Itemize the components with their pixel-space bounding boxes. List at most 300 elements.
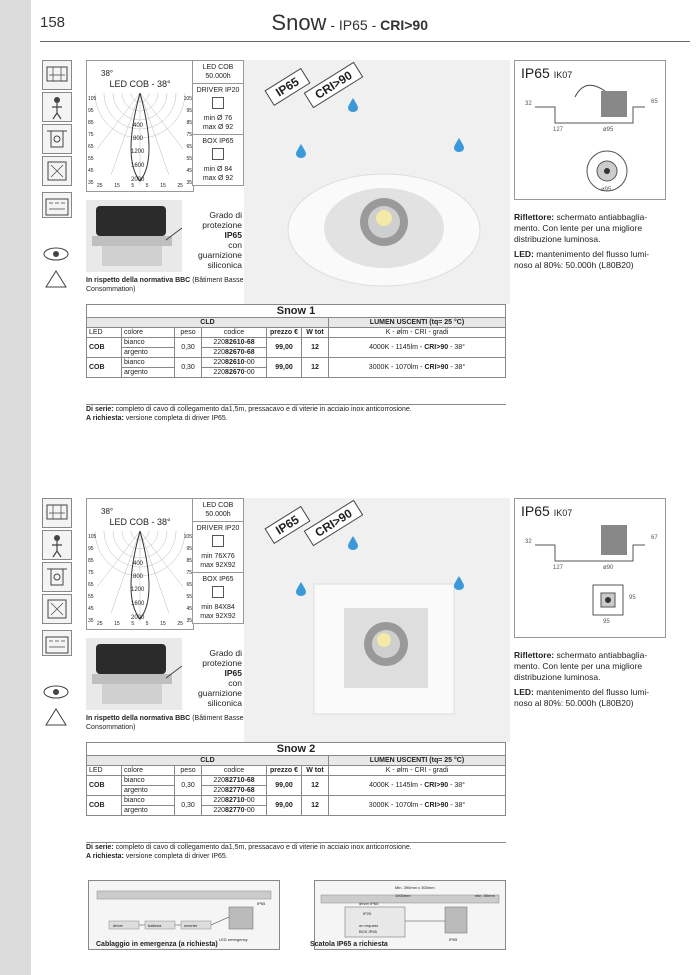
column-header: codice [202,766,267,776]
polar-value: 1200 [131,149,145,155]
dimension-label: ø95 [601,187,612,193]
seal-text-2: protezione [202,658,242,668]
spec-box-ip65 [193,134,243,185]
ip65-box-diagram [314,880,506,950]
polar-angle-label: 25 [97,621,103,627]
note-standard-text: completo di cavo di collegamento da1,5m, pressacavo e di viterie in acciaio inox anticorrosione. [113,844,412,851]
polar-angle-label: 75 [88,570,94,576]
seal-detail-drawing [86,638,182,710]
polar-angle-label: 5 [131,183,135,189]
lumen-prefix: 3000K - 1070lm - [368,802,425,809]
dimming-icon [42,630,72,656]
eye-safety-icon [42,240,70,258]
polar-angle-label: 105 [183,96,192,102]
code-main: 82710 [225,797,245,804]
dimension-label: ø95 [603,127,614,133]
code-suffix: -00 [244,369,255,376]
color-cell: bianco [122,796,175,806]
color-cell: argento [122,786,175,796]
seal-text-2: protezione [202,220,242,230]
note-standard-label: Di serie: [86,406,114,413]
column-header: peso [175,766,202,776]
polar-angle-label: 95 [88,108,94,114]
cld-header: CLD [87,318,329,328]
lumen-cell [329,358,506,378]
color-cell: bianco [122,358,175,368]
panel-ik: IK07 [553,70,573,80]
emergency-label-inverter: inverter [184,923,198,928]
column-headers [87,328,506,338]
polar-angle-label: 55 [88,594,94,600]
spec-led-hours: 50.000h [205,73,231,80]
polar-diagram [86,498,194,630]
box-label-driver: driver IP65 [359,901,379,906]
polar-angle-label: 55 [186,156,192,162]
led-type-cell: COB [87,776,122,796]
code-main: 82610-68 [225,339,255,346]
watt-cell: 12 [302,338,329,358]
watt-cell: 12 [302,796,329,816]
product-table-title: Snow 2 [87,743,506,756]
table-notes [86,842,506,861]
spec-box-max: max 92X92 [200,613,236,620]
polar-beam-angle: 38° [101,507,114,516]
code-cell [202,368,267,378]
technical-drawing-panel [514,498,666,638]
code-cell [202,796,267,806]
box-dim-length: 1000mm [395,893,411,898]
code-prefix: 220 [213,369,226,376]
polar-value: 800 [133,574,144,580]
polar-angle-label: 105 [88,96,97,102]
polar-angle-label: 5 [131,621,135,627]
dimension-label: ø90 [603,565,614,571]
driver-icon [212,97,224,109]
dimming-icon [42,192,72,218]
lumen-cri: CRI>90 [424,364,449,371]
water-drop-icon [296,144,306,158]
spec-driver-max: max Ø 92 [202,124,234,131]
weight-cell: 0,30 [175,358,202,378]
emergency-wiring-diagram [88,880,280,950]
polar-value: 800 [133,136,144,142]
polar-angle-label: 95 [186,546,192,552]
polar-value: 1600 [131,163,145,169]
polar-angle-label: 15 [114,183,120,189]
box-label-request: on request [359,923,378,928]
polar-title: LED COB - 38° [87,79,193,89]
lumen-cell [329,776,506,796]
lumen-suffix: - 38° [448,344,465,351]
emergency-label-ip65: IP65 [257,901,266,906]
emergency-label-driver: driver [113,923,124,928]
cri-badge: CRI>90 [304,500,364,547]
seal-detail-drawing [86,200,182,272]
code-cell [202,776,267,786]
code-main: 82670 [225,369,245,376]
led-type-cell: COB [87,796,122,816]
reflector-description [514,650,664,683]
polar-angle-label: 25 [177,621,183,627]
box-dim-min: Min. 390mm x 300mm [395,885,435,890]
seal-text-4: siliconica [207,260,242,270]
led-label: LED: [514,249,534,259]
installation-icon [42,60,72,90]
price-cell: 99,00 [267,796,302,816]
table-row [87,358,506,368]
installation-icon [42,498,72,528]
polar-angle-label: 45 [186,606,192,612]
polar-value: 400 [133,123,144,129]
bbc-note [86,276,246,294]
column-header: K - ølm - CRI - gradi [329,766,506,776]
cri-badge: CRI>90 [304,62,364,109]
box-label-ip65: IP65 [449,937,458,942]
spec-box-label: BOX IP65 [202,138,234,145]
spec-box-min: min 84X84 [201,604,235,611]
color-cell: bianco [122,776,175,786]
box-label-box: BOX IP65 [359,929,377,934]
spec-box [192,498,244,624]
reflector-label: Riflettore: [514,650,555,660]
dimension-label: 32 [525,539,532,545]
code-prefix: 220 [213,787,226,794]
polar-value: 2000 [131,177,145,183]
column-header: LED [87,766,122,776]
product-description [514,212,664,275]
polar-beam-angle: 38° [101,69,114,78]
polar-angle-label: 85 [88,120,94,126]
polar-angle-label: 95 [186,108,192,114]
code-cell [202,358,267,368]
led-description [514,249,664,271]
code-suffix: -00 [244,797,255,804]
panel-ip: IP65 [521,503,550,519]
polar-angles-right [184,531,192,627]
note-request-label: A richiesta: [86,853,124,860]
polar-angle-label: 45 [88,606,94,612]
person-height-icon [42,92,72,122]
panel-ik: IK07 [553,508,573,518]
water-drop-icon [348,536,358,550]
price-cell: 99,00 [267,776,302,796]
page-sidebar-strip [0,0,31,975]
water-drop-icon [348,98,358,112]
code-suffix: -00 [244,359,255,366]
insulation-icon [42,594,72,624]
code-prefix: 220 [213,359,226,366]
weight-cell: 0,30 [175,776,202,796]
polar-angle-label: 5 [145,621,149,627]
product-table [86,742,506,816]
polar-angle-label: 55 [88,156,94,162]
code-cell [202,786,267,796]
panel-ip: IP65 [521,65,550,81]
column-header: LED [87,328,122,338]
polar-angles-bottom [97,183,183,189]
polar-value: 400 [133,561,144,567]
title-cri: CRI>90 [380,17,428,33]
column-header: colore [122,328,175,338]
polar-angle-label: 35 [88,618,94,624]
reflector-description [514,212,664,245]
polar-angle-label: 15 [114,621,120,627]
code-cell [202,806,267,816]
code-main: 82770-68 [225,787,255,794]
dimension-label: 95 [629,595,636,601]
lumen-header: LUMEN USCENTI (tq= 25 °C) [329,756,506,766]
polar-angles-right [184,93,192,189]
water-drop-icon [296,582,306,596]
code-main: 82610 [225,359,245,366]
spec-led-type: LED COB [202,64,234,71]
lumen-cri: CRI>90 [424,802,449,809]
code-main: 82670-68 [225,349,255,356]
product-table [86,304,506,378]
polar-angle-label: 75 [186,132,192,138]
title-ip: - IP65 - [326,17,381,33]
casambi-icon [42,702,70,724]
water-drop-icon [454,576,464,590]
column-header: colore [122,766,175,776]
seal-description [188,210,242,270]
spec-driver [193,521,243,572]
lumen-prefix: 4000K - 1145lm - [369,344,425,351]
polar-angle-label: 75 [186,570,192,576]
table-rows [87,776,506,816]
polar-angle-label: 85 [186,120,192,126]
led-label: LED: [514,687,534,697]
polar-diagram [86,60,194,192]
person-height-icon [42,530,72,560]
polar-value: 1200 [131,587,145,593]
color-cell: argento [122,368,175,378]
column-header: prezzo € [267,328,302,338]
column-header: W tot [302,766,329,776]
color-cell: argento [122,806,175,816]
polar-angle-label: 25 [97,183,103,189]
note-standard-text: completo di cavo di collegamento da1,5m, pressacavo e di viterie in acciaio inox anticorrosione. [113,406,412,413]
spec-box-max: max Ø 92 [202,175,234,182]
driver-icon [212,535,224,547]
seal-detail-photo [86,200,182,272]
weight-cell: 0,30 [175,796,202,816]
seal-description [188,648,242,708]
lumen-prefix: 4000K - 1145lm - [369,782,425,789]
table-row [87,338,506,348]
column-header: prezzo € [267,766,302,776]
polar-angle-label: 55 [186,594,192,600]
technical-drawing [515,61,665,199]
ceiling-mount-icon [42,124,72,154]
product-photo [244,498,510,742]
table-row [87,796,506,806]
polar-angle-label: 45 [88,168,94,174]
spec-box-ip65 [193,572,243,623]
lumen-cell [329,796,506,816]
spec-led-type: LED COB [202,502,234,509]
table-row [87,776,506,786]
dimension-label: 127 [553,127,564,133]
led-description [514,687,664,709]
product-description [514,650,664,713]
seal-text-4: siliconica [207,698,242,708]
column-header: codice [202,328,267,338]
bbc-note-bold: In rispetto della normativa BBC [86,715,191,722]
note-request-label: A richiesta: [86,415,124,422]
table-rows [87,338,506,378]
bbc-note-rest: (Bâtiment Basse Consommation) [86,277,244,293]
code-prefix: 220 [213,349,226,356]
polar-angle-label: 35 [186,180,192,186]
column-header: W tot [302,328,329,338]
casambi-icon [42,264,70,286]
spec-driver-min: min 76X76 [201,553,235,560]
insulation-icon [42,156,72,186]
lumen-header: LUMEN USCENTI (tq= 25 °C) [329,318,506,328]
dimension-label: 67 [651,535,658,541]
reflector-label: Riflettore: [514,212,555,222]
lumen-suffix: - 38° [448,782,465,789]
bbc-note [86,714,246,732]
polar-angle-label: 95 [88,546,94,552]
seal-text-3: con guarnizione [198,678,242,698]
polar-angles-left [88,93,96,189]
polar-angle-label: 35 [186,618,192,624]
spec-led-hours: 50.000h [205,511,231,518]
code-suffix: -00 [244,807,255,814]
led-text: mantenimento del flusso lumi-noso al 80%: 50.000h (L80B20) [514,687,650,708]
seal-text-1: Grado di [209,648,242,658]
color-cell: bianco [122,338,175,348]
product-photo [244,60,510,304]
spec-box [192,60,244,186]
lumen-suffix: - 38° [448,802,466,809]
dimension-label: 32 [525,101,532,107]
watt-cell: 12 [302,776,329,796]
lumen-prefix: 3000K - 1070lm - [368,364,425,371]
polar-angle-label: 5 [145,183,149,189]
spec-driver-min: min Ø 76 [203,115,233,122]
polar-angle-label: 75 [88,132,94,138]
polar-angle-label: 15 [160,621,166,627]
weight-cell: 0,30 [175,338,202,358]
column-header: peso [175,328,202,338]
polar-angles-bottom [97,621,183,627]
seal-text-1: Grado di [209,210,242,220]
led-type-cell: COB [87,338,122,358]
polar-angle-label: 85 [88,558,94,564]
ceiling-mount-icon [42,562,72,592]
seal-text-ip: IP65 [224,668,242,678]
polar-angle-label: 25 [177,183,183,189]
technical-drawing [515,499,665,637]
lumen-cri: CRI>90 [424,782,449,789]
code-prefix: 220 [213,797,226,804]
code-main: 82770 [225,807,245,814]
box-dim-gap: min. 50mm [475,893,495,898]
emergency-wiring-drawing [89,881,279,949]
note-standard-label: Di serie: [86,844,114,851]
header-rule [40,41,690,42]
polar-angle-label: 65 [88,582,94,588]
spec-box-min: min Ø 84 [203,166,233,173]
code-main: 82710-68 [225,777,255,784]
emergency-label-led: LED emergency [219,937,248,942]
seal-text-ip: IP65 [224,230,242,240]
ip65-badge: IP65 [264,68,310,106]
bbc-note-bold: In rispetto della normativa BBC [86,277,191,284]
color-cell: argento [122,348,175,358]
ip65-badge: IP65 [264,506,310,544]
lumen-cell [329,338,506,358]
column-header: K - ølm - CRI - gradi [329,328,506,338]
page-title [271,10,428,36]
polar-angle-label: 105 [183,534,192,540]
title-main: Snow [271,10,327,35]
spec-driver [193,83,243,134]
emergency-caption: Cablaggio in emergenza (a richiesta) [96,941,218,948]
polar-angles-left [88,531,96,627]
reflector-text: schermato antiabbaglia-mento. Con lente per una migliore distribuzione luminosa. [514,212,648,244]
eye-safety-icon [42,678,70,696]
polar-angle-label: 65 [186,144,192,150]
watt-cell: 12 [302,358,329,378]
emergency-label-battery: batteria [148,923,162,928]
polar-angle-label: 85 [186,558,192,564]
polar-angle-label: 15 [160,183,166,189]
box-icon [212,586,224,598]
water-drop-icon [454,138,464,152]
polar-angle-label: 65 [186,582,192,588]
spec-led [193,61,243,83]
led-type-cell: COB [87,358,122,378]
technical-drawing-panel [514,60,666,200]
code-cell [202,348,267,358]
polar-angle-label: 35 [88,180,94,186]
spec-box-label: BOX IP65 [202,576,234,583]
ip65-box-drawing [315,881,505,949]
polar-value: 2000 [131,615,145,621]
polar-title: LED COB - 38° [87,517,193,527]
reflector-text: schermato antiabbaglia-mento. Con lente per una migliore distribuzione luminosa. [514,650,648,682]
code-prefix: 220 [213,339,226,346]
price-cell: 99,00 [267,358,302,378]
seal-detail-photo [86,638,182,710]
box-icon [212,148,224,160]
table-notes [86,404,506,423]
column-headers [87,766,506,776]
box-label-ip20: IP20 [363,911,372,916]
spec-led [193,499,243,521]
code-prefix: 220 [213,777,226,784]
lumen-cri: CRI>90 [424,344,449,351]
led-text: mantenimento del flusso lumi-noso al 80%: 50.000h (L80B20) [514,249,650,270]
polar-angle-label: 45 [186,168,192,174]
cld-header: CLD [87,756,329,766]
page-number: 158 [40,14,66,31]
polar-angle-label: 65 [88,144,94,150]
lumen-suffix: - 38° [448,364,466,371]
code-prefix: 220 [213,807,226,814]
seal-text-3: con guarnizione [198,240,242,260]
price-cell: 99,00 [267,338,302,358]
product-table-title: Snow 1 [87,305,506,318]
spec-driver-label: DRIVER IP20 [196,525,240,532]
dimension-label: 65 [651,99,658,105]
polar-value: 1600 [131,601,145,607]
ip65-box-caption: Scatola IP65 a richiesta [310,941,388,948]
